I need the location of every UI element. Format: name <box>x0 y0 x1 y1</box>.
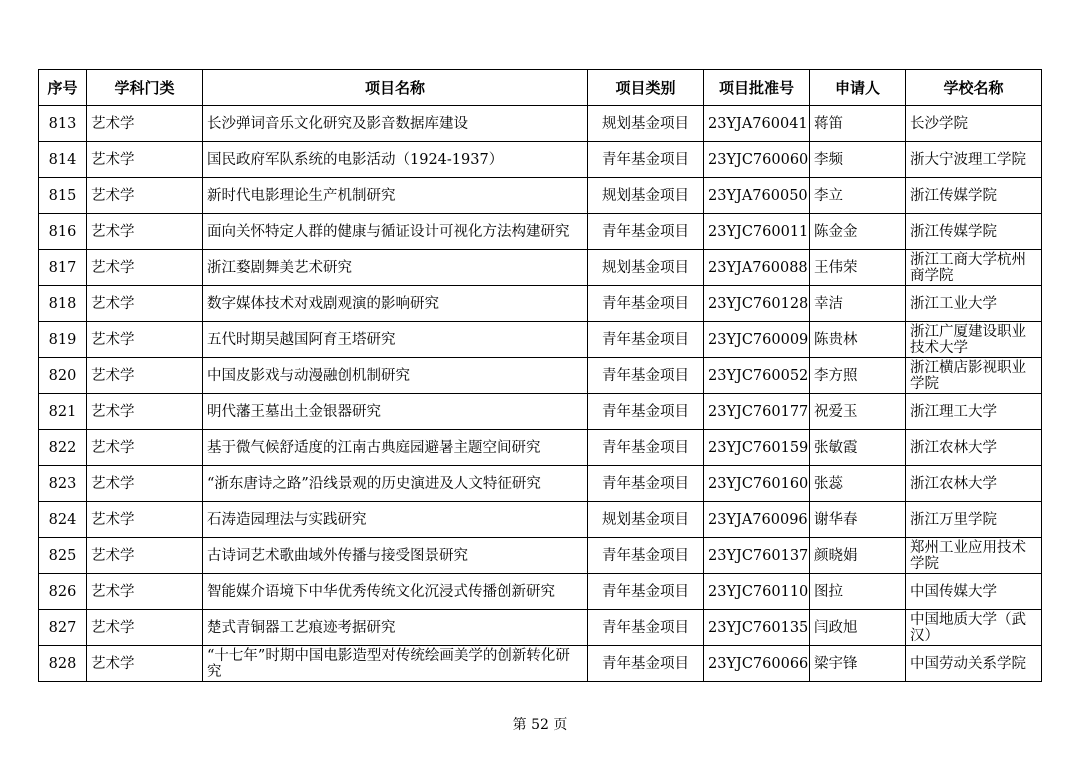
cell-discipline: 艺术学 <box>87 286 203 322</box>
cell-school-name: 浙江工业大学 <box>906 286 1042 322</box>
cell-school-name: 浙江万里学院 <box>906 502 1042 538</box>
cell-project-category: 青年基金项目 <box>588 610 704 646</box>
table-row <box>39 538 1042 574</box>
cell-project-category: 青年基金项目 <box>588 538 704 574</box>
cell-applicant: 李方照 <box>810 358 906 394</box>
cell-school-name: 浙江广厦建设职业技术大学 <box>906 322 1042 358</box>
cell-approval-number: 23YJC760060 <box>704 142 810 178</box>
cell-index: 814 <box>39 142 87 178</box>
cell-discipline: 艺术学 <box>87 610 203 646</box>
cell-project-category: 青年基金项目 <box>588 214 704 250</box>
cell-discipline: 艺术学 <box>87 250 203 286</box>
cell-approval-number: 23YJA760050 <box>704 178 810 214</box>
cell-applicant: 陈金金 <box>810 214 906 250</box>
page-number: 第 52 页 <box>512 717 568 733</box>
table-row <box>39 142 1042 178</box>
cell-approval-number: 23YJC760052 <box>704 358 810 394</box>
cell-approval-number: 23YJC760011 <box>704 214 810 250</box>
cell-applicant: 颜晓娟 <box>810 538 906 574</box>
cell-index: 826 <box>39 574 87 610</box>
cell-approval-number: 23YJC760009 <box>704 322 810 358</box>
cell-applicant: 张敏霞 <box>810 430 906 466</box>
header-applicant: 申请人 <box>810 70 906 106</box>
cell-project-category: 青年基金项目 <box>588 646 704 682</box>
cell-project-category: 青年基金项目 <box>588 142 704 178</box>
header-approval-number: 项目批准号 <box>704 70 810 106</box>
cell-school-name: 中国传媒大学 <box>906 574 1042 610</box>
table-row <box>39 322 1042 358</box>
cell-index: 823 <box>39 466 87 502</box>
cell-applicant: 蒋笛 <box>810 106 906 142</box>
cell-project-name: “浙东唐诗之路”沿线景观的历史演进及人文特征研究 <box>203 466 588 502</box>
cell-approval-number: 23YJC760135 <box>704 610 810 646</box>
cell-applicant: 王伟荣 <box>810 250 906 286</box>
table-row <box>39 466 1042 502</box>
cell-project-category: 青年基金项目 <box>588 394 704 430</box>
cell-project-category: 规划基金项目 <box>588 178 704 214</box>
table-row <box>39 214 1042 250</box>
cell-project-name: 数字媒体技术对戏剧观演的影响研究 <box>203 286 588 322</box>
cell-school-name: 浙江传媒学院 <box>906 214 1042 250</box>
cell-discipline: 艺术学 <box>87 574 203 610</box>
cell-school-name: 浙江农林大学 <box>906 430 1042 466</box>
cell-index: 817 <box>39 250 87 286</box>
cell-discipline: 艺术学 <box>87 466 203 502</box>
cell-index: 816 <box>39 214 87 250</box>
cell-approval-number: 23YJC760159 <box>704 430 810 466</box>
table-row <box>39 502 1042 538</box>
cell-approval-number: 23YJC760177 <box>704 394 810 430</box>
cell-project-category: 青年基金项目 <box>588 574 704 610</box>
cell-project-name: 浙江婺剧舞美艺术研究 <box>203 250 588 286</box>
table-row <box>39 610 1042 646</box>
cell-applicant: 李立 <box>810 178 906 214</box>
table-row <box>39 178 1042 214</box>
cell-applicant: 图拉 <box>810 574 906 610</box>
cell-school-name: 浙江工商大学杭州商学院 <box>906 250 1042 286</box>
cell-approval-number: 23YJA760088 <box>704 250 810 286</box>
table-row <box>39 646 1042 682</box>
project-table <box>38 69 1042 682</box>
cell-index: 818 <box>39 286 87 322</box>
header-index: 序号 <box>39 70 87 106</box>
cell-approval-number: 23YJC760066 <box>704 646 810 682</box>
table-header-row <box>39 70 1042 106</box>
cell-school-name: 浙大宁波理工学院 <box>906 142 1042 178</box>
cell-school-name: 浙江传媒学院 <box>906 178 1042 214</box>
cell-discipline: 艺术学 <box>87 538 203 574</box>
table-row <box>39 358 1042 394</box>
cell-school-name: 郑州工业应用技术学院 <box>906 538 1042 574</box>
header-school-name: 学校名称 <box>906 70 1042 106</box>
cell-school-name: 长沙学院 <box>906 106 1042 142</box>
cell-project-category: 规划基金项目 <box>588 250 704 286</box>
cell-approval-number: 23YJC760110 <box>704 574 810 610</box>
cell-school-name: 浙江理工大学 <box>906 394 1042 430</box>
cell-discipline: 艺术学 <box>87 430 203 466</box>
cell-applicant: 幸洁 <box>810 286 906 322</box>
cell-project-category: 青年基金项目 <box>588 430 704 466</box>
cell-index: 822 <box>39 430 87 466</box>
cell-project-name: 长沙弹词音乐文化研究及影音数据库建设 <box>203 106 588 142</box>
cell-discipline: 艺术学 <box>87 394 203 430</box>
cell-approval-number: 23YJA760041 <box>704 106 810 142</box>
table-row <box>39 286 1042 322</box>
cell-discipline: 艺术学 <box>87 322 203 358</box>
cell-project-category: 青年基金项目 <box>588 286 704 322</box>
cell-applicant: 闫政旭 <box>810 610 906 646</box>
cell-applicant: 张蕊 <box>810 466 906 502</box>
cell-project-category: 青年基金项目 <box>588 322 704 358</box>
cell-project-name: 新时代电影理论生产机制研究 <box>203 178 588 214</box>
cell-project-name: 中国皮影戏与动漫融创机制研究 <box>203 358 588 394</box>
cell-index: 815 <box>39 178 87 214</box>
cell-project-category: 规划基金项目 <box>588 502 704 538</box>
cell-approval-number: 23YJC760137 <box>704 538 810 574</box>
cell-discipline: 艺术学 <box>87 178 203 214</box>
cell-project-name: 古诗词艺术歌曲域外传播与接受图景研究 <box>203 538 588 574</box>
cell-school-name: 中国地质大学（武汉） <box>906 610 1042 646</box>
cell-project-name: 国民政府军队系统的电影活动（1924-1937） <box>203 142 588 178</box>
cell-index: 819 <box>39 322 87 358</box>
cell-index: 824 <box>39 502 87 538</box>
cell-index: 821 <box>39 394 87 430</box>
cell-project-category: 青年基金项目 <box>588 358 704 394</box>
cell-applicant: 祝爱玉 <box>810 394 906 430</box>
table-row <box>39 574 1042 610</box>
cell-project-name: 楚式青铜器工艺痕迹考据研究 <box>203 610 588 646</box>
cell-index: 825 <box>39 538 87 574</box>
cell-discipline: 艺术学 <box>87 142 203 178</box>
cell-index: 813 <box>39 106 87 142</box>
cell-project-name: 五代时期吴越国阿育王塔研究 <box>203 322 588 358</box>
table-row <box>39 106 1042 142</box>
cell-project-name: 智能媒介语境下中华优秀传统文化沉浸式传播创新研究 <box>203 574 588 610</box>
cell-index: 827 <box>39 610 87 646</box>
cell-school-name: 中国劳动关系学院 <box>906 646 1042 682</box>
cell-discipline: 艺术学 <box>87 358 203 394</box>
cell-discipline: 艺术学 <box>87 214 203 250</box>
cell-project-category: 规划基金项目 <box>588 106 704 142</box>
header-discipline: 学科门类 <box>87 70 203 106</box>
cell-applicant: 谢华春 <box>810 502 906 538</box>
cell-project-category: 青年基金项目 <box>588 466 704 502</box>
table-row <box>39 250 1042 286</box>
cell-applicant: 陈贵林 <box>810 322 906 358</box>
cell-project-name: 明代藩王墓出土金银器研究 <box>203 394 588 430</box>
cell-discipline: 艺术学 <box>87 502 203 538</box>
cell-project-name: 石涛造园理法与实践研究 <box>203 502 588 538</box>
cell-index: 820 <box>39 358 87 394</box>
cell-index: 828 <box>39 646 87 682</box>
cell-project-name: 面向关怀特定人群的健康与循证设计可视化方法构建研究 <box>203 214 588 250</box>
header-project-category: 项目类别 <box>588 70 704 106</box>
cell-applicant: 李频 <box>810 142 906 178</box>
cell-school-name: 浙江横店影视职业学院 <box>906 358 1042 394</box>
table-row <box>39 430 1042 466</box>
table-row <box>39 394 1042 430</box>
cell-approval-number: 23YJA760096 <box>704 502 810 538</box>
header-project-name: 项目名称 <box>203 70 588 106</box>
cell-approval-number: 23YJC760160 <box>704 466 810 502</box>
cell-applicant: 梁宇锋 <box>810 646 906 682</box>
cell-approval-number: 23YJC760128 <box>704 286 810 322</box>
cell-project-name: 基于微气候舒适度的江南古典庭园避暑主题空间研究 <box>203 430 588 466</box>
cell-school-name: 浙江农林大学 <box>906 466 1042 502</box>
cell-project-name: “十七年”时期中国电影造型对传统绘画美学的创新转化研究 <box>203 646 588 682</box>
cell-discipline: 艺术学 <box>87 106 203 142</box>
cell-discipline: 艺术学 <box>87 646 203 682</box>
